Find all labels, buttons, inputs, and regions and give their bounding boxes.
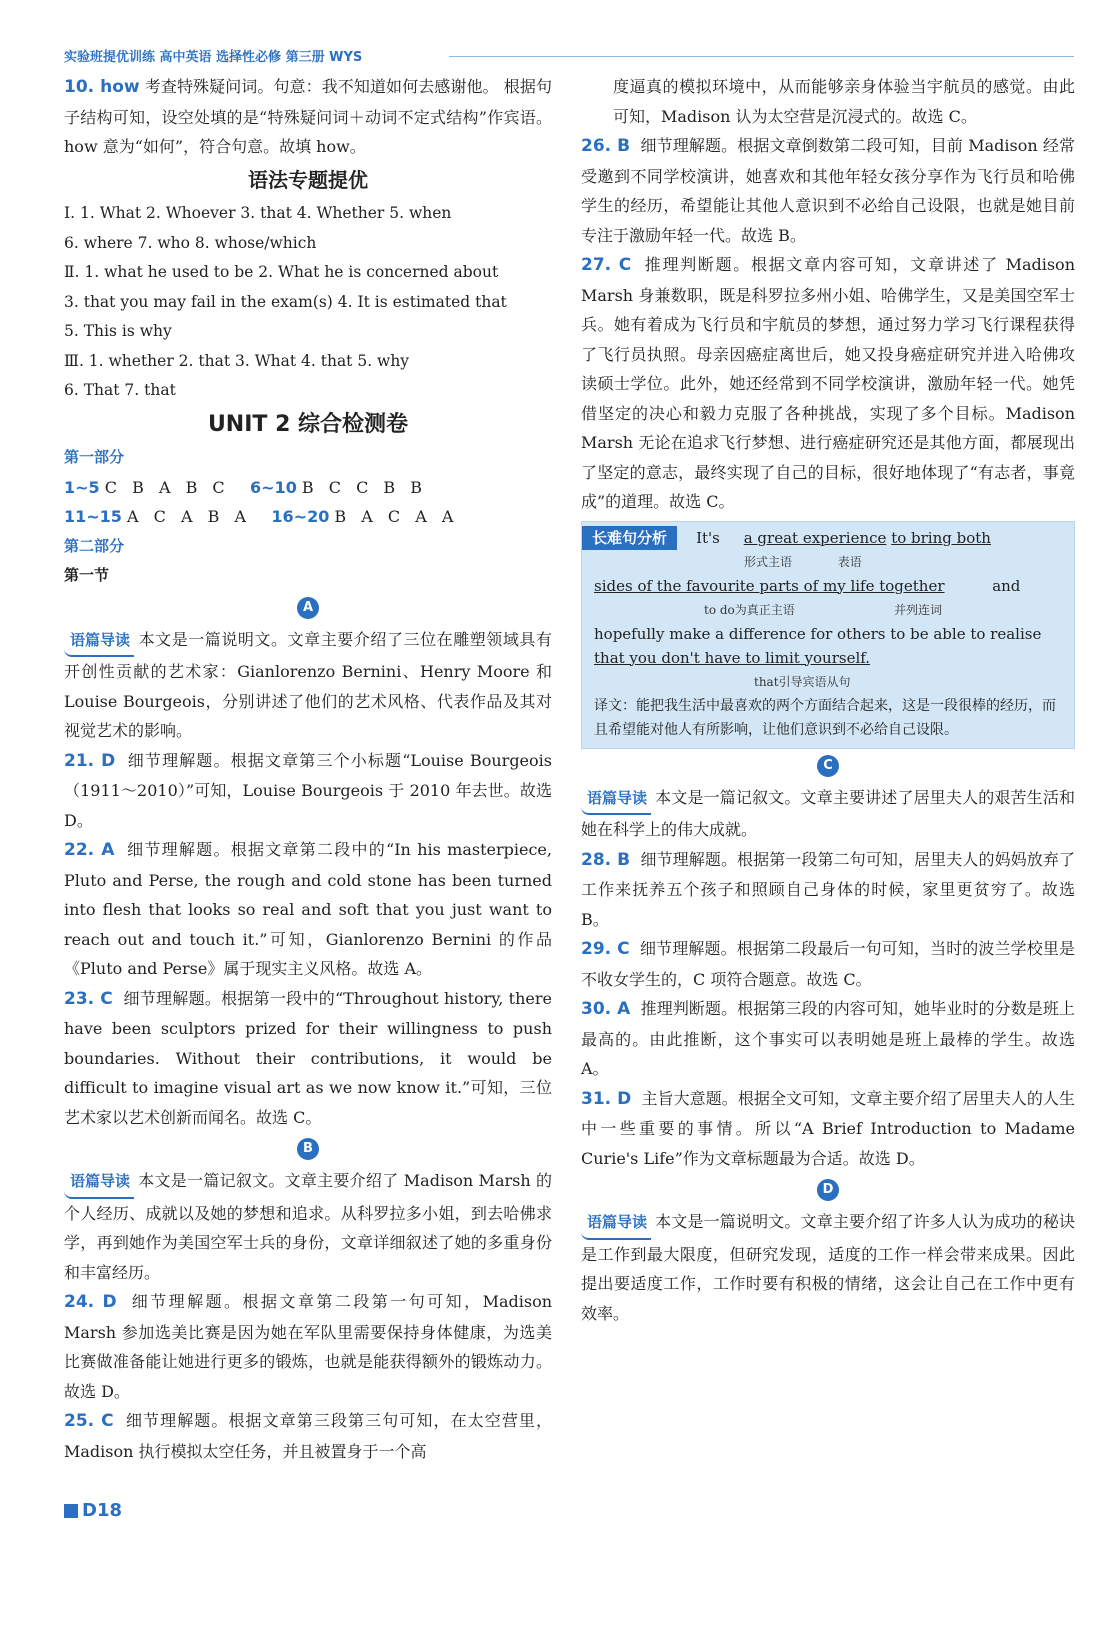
intro-tag: 语篇导读 [581,784,651,816]
box-note: 表语 [837,554,862,569]
intro-text: 本文是一篇说明文。文章主要介绍了三位在雕塑领域具有开创性贡献的艺术家：Gianlorenzo Bernini、Henry Moore 和 Louise Bourgeois，分别讲述了他们的艺术风格、代表作品及其对视觉艺术的影响。 [64,629,552,740]
intro-tag: 语篇导读 [64,626,134,658]
passage-d-intro [581,1207,1075,1328]
q30-text: 推理判断题。根据第三段的内容可知，她毕业时的分数是班上最高的。由此推断，这个事实可以表明她是班上最棒的学生。故选 A。 [581,999,1075,1078]
left-column [64,72,552,1466]
box-text: hopefully make a difference for others to be able to realise [594,624,1042,643]
box-text: a great experience [743,528,887,547]
box-note-1 [594,550,1062,574]
running-header [64,46,1074,68]
q10 [64,72,552,162]
grammar-line-3: Ⅱ. 1. what he used to be 2. What he is concerned about [64,263,499,281]
section-one-heading: 第一节 [64,566,110,584]
intro-tag: 语篇导读 [64,1167,134,1199]
box-translation: 译文：能把我生活中最喜欢的两个方面结合起来，这是一段很棒的经历，而且希望能对他人有所影响，让他们意识到不必给自己设限。 [594,697,1056,738]
intro-text: 本文是一篇记叙文。文章主要讲述了居里夫人的艰苦生活和她在科学上的伟大成就。 [581,787,1075,839]
q10-number: 10. how [64,77,140,97]
passage-b-marker: B [297,1138,319,1160]
q10-text: 考查特殊疑问词。句意：我不知道如何去感谢他。 [144,77,499,96]
header-rule [449,56,1074,57]
box-text: sides of the favourite parts of my life together [594,576,945,595]
q29-number: 29. C [581,939,630,959]
box-note: to do为真正主语 [704,602,795,617]
q28-number: 28. B [581,849,631,870]
q26 [581,131,1075,250]
part-one-heading: 第一部分 [64,448,125,466]
q21 [64,746,552,836]
box-line-1 [594,526,1062,550]
grammar-line-5: 5. This is why [64,322,172,340]
intro-text: 本文是一篇说明文。文章主要介绍了许多人认为成功的秘诀是工作到最大限度，但研究发现，适度的工作一样会带来成果。因此提出要适度工作，工作时要有积极的情绪，这会让自己在工作中更有效率。 [581,1212,1075,1323]
q26-text: 细节理解题。根据文章倒数第二段可知，目前 Madison 经常受邀到不同学校演讲，她喜欢和其他年轻女孩分享作为飞行员和哈佛学生的经历，希望能让其他人意识到不必给自己设限，也就是她目前专注于激励年轻一代。故选 B。 [581,136,1075,245]
passage-c-marker: C [817,755,839,777]
grammar-line-2: 6. where 7. who 8. whose/which [64,233,317,252]
box-note-3 [594,670,1062,694]
q28 [581,845,1075,935]
right-column [581,72,1075,1328]
answer-range: 11~15 [64,507,122,526]
box-note-2 [594,598,1062,622]
q22 [64,835,552,984]
page-marker-icon [64,1504,78,1518]
passage-c-intro [581,783,1075,845]
q27-text: 推理判断题。根据文章内容可知，文章讲述了 Madison Marsh 身兼数职，既是科罗拉多州小姐、哈佛学生，又是美国空军士兵。她有着成为飞行员和宇航员的梦想，通过努力学习飞行课程获得了飞行员执照。母亲因癌症离世后，她又投身癌症研究并进入哈佛攻读硕士学位。此外，她还经常到不同学校演讲，激励年轻一代。她凭借坚定的决心和毅力克服了各种挑战，实现了多个目标。Madison Marsh 无论在追求飞行梦想、进行癌症研究还是其他方面，都展现出了坚定的意志，最终实现了自己的目标，很好地体现了“有志者，事竟成”的道理。故选 C。 [581,255,1075,511]
box-title: 长难句分析 [582,526,677,550]
q30-number: 30. A [581,999,631,1019]
q29 [581,934,1075,994]
grammar-line-4: 3. that you may fail in the exam(s) 4. It is estimated that [64,292,507,311]
passage-a-intro [64,625,552,746]
q21-text: 细节理解题。根据文章第三个小标题“Louise Bourgeois（1911～2010）”可知，Louise Bourgeois 于 2010 年去世。故选 D。 [64,750,552,830]
grammar-line-7: 6. That 7. that [64,381,176,399]
q27 [581,250,1075,517]
answer-row-2 [64,502,552,532]
q28-text: 细节理解题。根据第一段第二句可知，居里夫人的妈妈放弃了工作来抚养五个孩子和照顾自己身体的时候，家里更贫穷了。故选 B。 [581,849,1075,929]
answer-row-1 [64,473,552,503]
grammar-line-6: Ⅲ. 1. whether 2. that 3. What 4. that 5. why [64,351,410,370]
q25-number: 25. C [64,1411,114,1431]
grammar-title: 语法专题提优 [248,167,368,192]
box-text: to bring both [891,528,991,547]
answer-values: A C A B A [127,507,252,526]
box-note: 形式主语 [744,554,793,569]
answer-range: 1~5 [64,477,100,497]
box-line-2 [594,574,1062,598]
q10-text-2: 根据句子结构可知，设空处填的是“特殊疑问词＋动词不定式结构”作宾语。how 意为“如何”，符合句意。故填 how。 [64,77,552,156]
box-text: that you don't have to limit yourself. [594,648,871,667]
box-text: and [992,576,1021,595]
box-note: 并列连词 [893,602,942,617]
q23 [64,984,552,1133]
header-title: 实验班提优训练 高中英语 选择性必修 第三册 WYS [64,50,363,65]
q30 [581,994,1075,1084]
q24-number: 24. D [64,1292,117,1312]
page-number [64,1500,122,1521]
answer-values: C B A B C [104,477,230,497]
q24 [64,1287,552,1406]
intro-text: 本文是一篇记叙文。文章主要介绍了 Madison Marsh 的个人经历、成就以及她的梦想和追求。从科罗拉多小姐，到去哈佛求学，再到她作为美国空军士兵的身份，文章详细叙述了她的多重身份和丰富经历。 [64,1171,552,1282]
q31 [581,1084,1075,1174]
q22-number: 22. A [64,840,115,860]
box-note: that引导宾语从句 [754,674,851,689]
q25-text: 细节理解题。根据文章第三段第三句可知，在太空营里，Madison 执行模拟太空任务，并且被置身于一个高 [64,1411,552,1461]
passage-d-marker: D [817,1179,839,1201]
q31-number: 31. D [581,1088,632,1109]
q25-continued: 度逼真的模拟环境中，从而能够亲身体验当宇航员的感觉。由此可知，Madison 认为太空营是沉浸式的。故选 C。 [613,77,1075,126]
box-text: It's [696,528,720,547]
grammar-answers [64,199,552,406]
grammar-line-1: Ⅰ. 1. What 2. Whoever 3. that 4. Whether 5. when [64,204,452,222]
answer-range: 6~10 [250,477,297,497]
passage-a-marker: A [297,597,319,619]
unit-title: UNIT 2 综合检测卷 [207,411,409,437]
answer-values: B A C A A [334,507,459,526]
q23-number: 23. C [64,988,113,1009]
part-two-heading: 第二部分 [64,536,125,555]
page-number-text: D18 [82,1500,122,1521]
q22-text: 细节理解题。根据文章第二段中的“In his masterpiece, Pluto and Perse, the rough and cold stone has been turned into flesh that looks so real and soft that you just want to reach out and touch it.”可知，Gianlorenzo Bernini 的作品《Pluto and Perse》属于现实主义风格。故选 A。 [64,840,552,978]
answer-range: 16~20 [271,507,330,526]
q25 [64,1406,552,1466]
answer-values: B C C B B [301,477,428,497]
passage-b-intro [64,1166,552,1287]
q27-number: 27. C [581,255,632,275]
q26-number: 26. B [581,136,631,156]
sentence-analysis-box [581,521,1075,749]
q23-text: 细节理解题。根据第一段中的“Throughout history, there have been sculptors prized for their willingness to push boundaries. Without their contributions, it would be difficult to imagine visual art as we now know it.”可知，三位艺术家以艺术创新而闻名。故选 C。 [64,988,553,1127]
q24-text: 细节理解题。根据文章第二段第一句可知，Madison Marsh 参加选美比赛是因为她在军队里需要保持身体健康，为选美比赛做准备能让她进行更多的锻炼，也就是能获得额外的锻炼动力。故选 D。 [64,1292,553,1401]
q31-text: 主旨大意题。根据全文可知，文章主要介绍了居里夫人的人生中一些重要的事情。所以“A Brief Introduction to Madame Curie's Life”作为文章标题最为合适。故选 D。 [581,1088,1075,1168]
q21-number: 21. D [64,750,116,771]
intro-tag: 语篇导读 [581,1208,651,1240]
box-line-3 [594,622,1062,670]
q29-text: 细节理解题。根据第二段最后一句可知，当时的波兰学校里是不收女学生的，C 项符合题意。故选 C。 [581,939,1075,989]
